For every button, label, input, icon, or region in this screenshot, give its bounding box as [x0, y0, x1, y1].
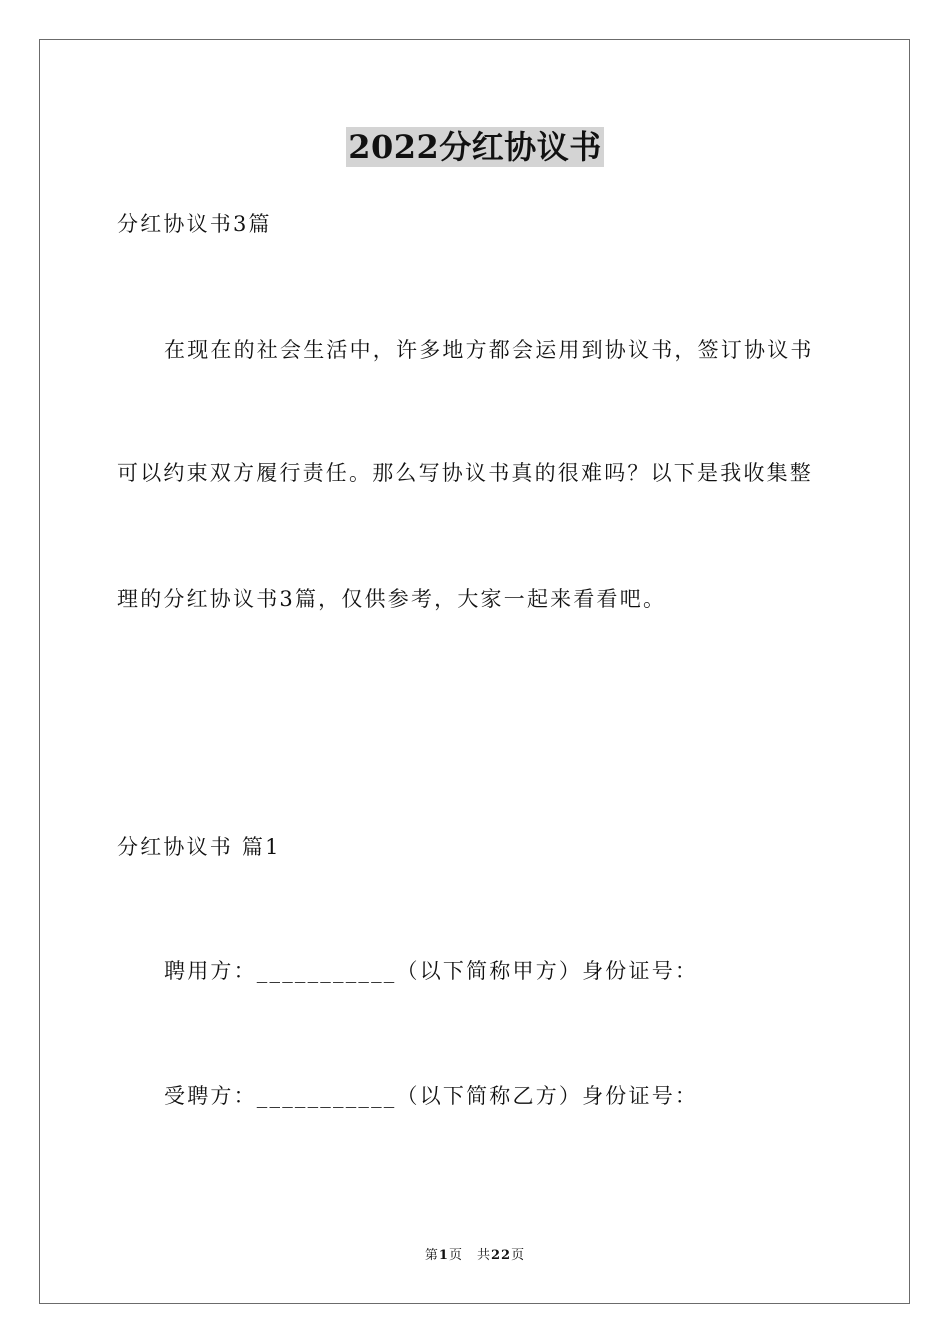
- party-line-employer: 聘用方：___________（以下简称甲方）身份证号：: [164, 959, 699, 983]
- title-container: [0, 127, 950, 167]
- party-line-employee: 受聘方：___________（以下简称乙方）身份证号：: [164, 1084, 699, 1108]
- page-footer: [0, 1247, 950, 1265]
- footer-page-total: 22: [490, 1248, 512, 1263]
- intro-line-3: 理的分红协议书3篇，仅供参考，大家一起来看看吧。: [117, 587, 667, 611]
- footer-page-number: 1: [438, 1248, 449, 1263]
- intro-line-1: 在现在的社会生活中，许多地方都会运用到协议书，签订协议书: [164, 338, 814, 362]
- footer-suffix: 页: [511, 1248, 526, 1263]
- footer-middle: 页 共: [448, 1248, 491, 1263]
- intro-line-2: 可以约束双方履行责任。那么写协议书真的很难吗？以下是我收集整: [117, 461, 813, 485]
- document-title: 2022分红协议书: [348, 128, 602, 166]
- section-heading: 分红协议书 篇1: [117, 835, 281, 859]
- document-subtitle: 分红协议书3篇: [117, 212, 272, 236]
- footer-prefix: 第: [424, 1248, 439, 1263]
